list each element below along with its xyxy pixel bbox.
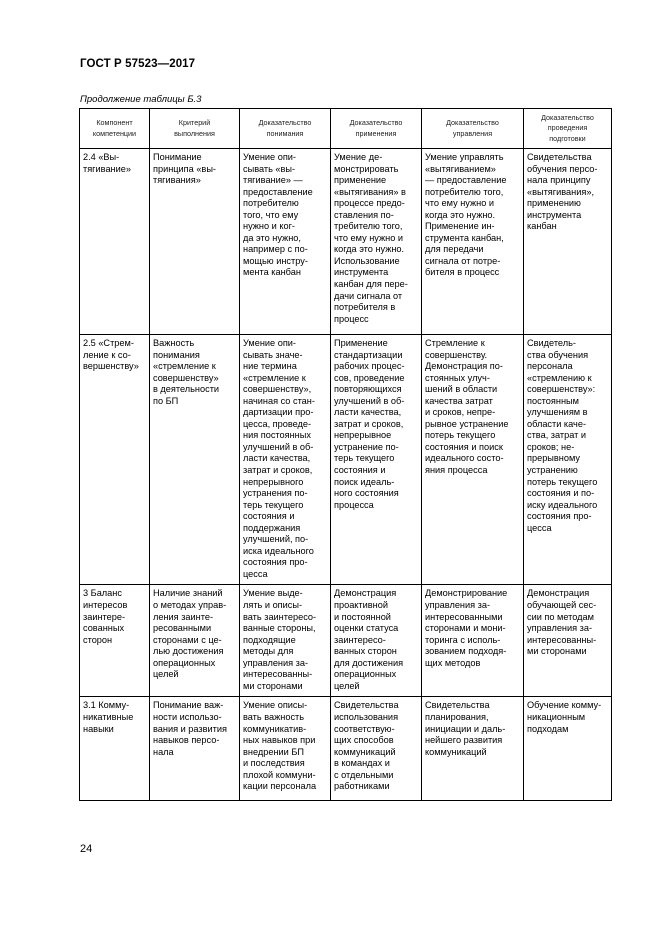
table-cell: 3 Баланс интересов заинтере- сованных сторон bbox=[80, 585, 150, 697]
table-cell: Наличие знаний о методах управ- ления заинте- ресованными сторонами с це- лью достижения операционных целей bbox=[150, 585, 240, 697]
column-header-understanding: Доказательство понимания bbox=[240, 109, 331, 149]
table-cell: Умение опи- сывать значе- ние термина «стремление к совершенству», начиная со стан- дартизации про- цесса, проведе- ния постоянных улучшений в об- ласти качества, затрат и сроков, непрерывного устранения по- терь текущего состояния и поддержания улучшений, по- иска идеального состояния про- цесса bbox=[240, 335, 331, 585]
table-cell: Умение выде- лять и описы- вать заинтересо- ванные стороны, подходящие методы для управления за- интересованны- ми сторонами bbox=[240, 585, 331, 697]
table-caption: Продолжение таблицы Б.3 bbox=[80, 94, 202, 105]
column-header-criterion: Критерий выполнения bbox=[150, 109, 240, 149]
table-cell: Свидетель- ства обучения персонала «стремлению к совершенству»: постоянным улучшениям в области каче- ства, затрат и сроков; не- прерывному устранению потерь текущего состояния и по- иску идеального состояния про- цесса bbox=[524, 335, 612, 585]
table-cell: 2.5 «Стрем- ление к со- вершенству» bbox=[80, 335, 150, 585]
table-row bbox=[80, 335, 612, 585]
table-row bbox=[80, 585, 612, 697]
table-header-row bbox=[80, 109, 612, 149]
table-cell: Умение де- монстрировать применение «вытягивания» в процессе предо- ставления по- требителю того, что ему нужно и когда это нужно. Использование инструмента канбан для пере- дачи сигнала от потребителя в процесс bbox=[331, 149, 422, 335]
document-header: ГОСТ Р 57523—2017 bbox=[80, 58, 196, 70]
table-row bbox=[80, 149, 612, 335]
table-cell: Важность понимания «стремление к совершенству» в деятельности по БП bbox=[150, 335, 240, 585]
table-cell: Понимание принципа «вы- тягивания» bbox=[150, 149, 240, 335]
competence-table bbox=[79, 108, 612, 801]
table-cell: Стремление к совершенству. Демонстрация по- стоянных улуч- шений в области качества затрат и сроков, непре- рывное устранение потерь текущего состояния и поиск идеального состо- яния процесса bbox=[422, 335, 524, 585]
page-number: 24 bbox=[80, 843, 93, 855]
table-cell: Демонстрация проактивной и постоянной оценки статуса заинтересо- ванных сторон для достижения операционных целей bbox=[331, 585, 422, 697]
table-cell: Свидетельства планирования, инициации и даль- нейшего развития коммуникаций bbox=[422, 697, 524, 801]
table-cell: Умение управлять «вытягиванием» — предоставление потребителю того, что ему нужно и когда это нужно. Применение ин- струмента канбан, для передачи сигнала от потре- бителя в процесс bbox=[422, 149, 524, 335]
table-cell: Свидетельства использования соответствую- щих способов коммуникаций в командах и с отдельными работниками bbox=[331, 697, 422, 801]
table-cell: 2.4 «Вы- тягивание» bbox=[80, 149, 150, 335]
table-cell: 3.1 Комму- никативные навыки bbox=[80, 697, 150, 801]
table-cell: Понимание важ- ности использо- вания и развития навыков персо- нала bbox=[150, 697, 240, 801]
column-header-application: Доказательство применения bbox=[331, 109, 422, 149]
table-cell: Умение описы- вать важность коммуникатив- ных навыков при внедрении БП и последствия плохой коммуни- кации персонала bbox=[240, 697, 331, 801]
table-cell: Демонстрирование управления за- интересованными сторонами и мони- торинга с исполь- зованием подходя- щих методов bbox=[422, 585, 524, 697]
column-header-management: Доказательство управления bbox=[422, 109, 524, 149]
column-header-component: Компонент компетенции bbox=[80, 109, 150, 149]
table-row bbox=[80, 697, 612, 801]
table-cell: Демонстрация обучающей сес- сии по методам управления за- интересованны- ми сторонами bbox=[524, 585, 612, 697]
table-cell: Применение стандартизации рабочих процес- сов, проведение повторяющихся улучшений в об- ласти качества, затрат и сроков, непрерывное устранение по- терь текущего состояния и поиск идеаль- ного состояния процесса bbox=[331, 335, 422, 585]
table-cell: Свидетельства обучения персо- нала принципу «вытягивания», применению инструмента канбан bbox=[524, 149, 612, 335]
table-cell: Умение опи- сывать «вы- тягивание» — предоставление потребителю того, что ему нужно и ког- да это нужно, например с по- мощью инстру- мента канбан bbox=[240, 149, 331, 335]
table-cell: Обучение комму- никационным подходам bbox=[524, 697, 612, 801]
column-header-training: Доказательство проведения подготовки bbox=[524, 109, 612, 149]
